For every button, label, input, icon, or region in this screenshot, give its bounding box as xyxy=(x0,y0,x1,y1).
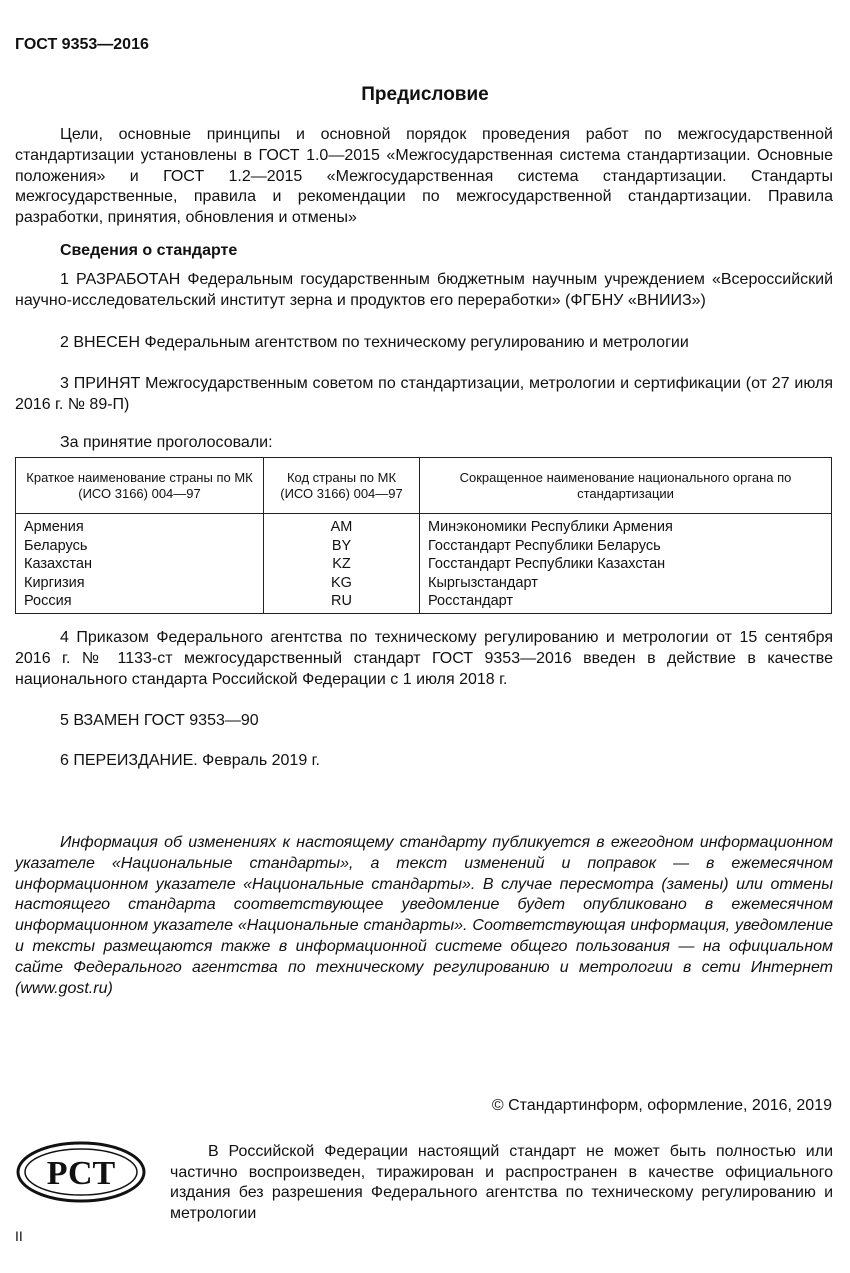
country-cell: Беларусь xyxy=(16,537,264,556)
intro-paragraph: Цели, основные принципы и основной порядок проведения работ по межгосударственной стандартизации установлены в ГОСТ 1.0—2015 «Межгосударственная система стандартизации. Основные положения» и ГОСТ 1.2—2015 «Межгосударственная система стандартизации. Стандарты межгосударственные, правила и рекомендации по межгосударственной стандартизации. Правила разработки, принятия, обновления и отмены» xyxy=(15,126,833,227)
authority-cell: Минэкономики Республики Армения xyxy=(420,514,832,537)
vote-caption: За принятие проголосовали: xyxy=(60,434,273,451)
changes-notice: Информация об изменениях к настоящему стандарту публикуется в ежегодном информационном указателе «Национальные стандарты», а текст изменений и поправок — в ежемесячном информационном указателе «Национальные стандарты». В случае пересмотра (замены) или отмены настоящего стандарта соответствующее уведомление будет опубликовано в ежемесячном информационном указателе «Национальные стандарты». Соответствующая информация, уведомление и тексты размещаются также в информационной системе общего пользования — на официальном сайте Федерального агентства по техническому регулированию и метрологии в сети Интернет (www.gost.ru) xyxy=(15,834,833,997)
authority-cell: Росстандарт xyxy=(420,592,832,613)
code-cell: AM xyxy=(264,514,420,537)
code-cell: KG xyxy=(264,574,420,593)
code-cell: RU xyxy=(264,592,420,613)
document-code: ГОСТ 9353—2016 xyxy=(15,36,149,53)
item-4-order: 4 Приказом Федерального агентства по техническому регулированию и метрологии от 15 сентября 2016 г. № 1133-ст межгосударственный стандарт ГОСТ 9353—2016 введен в действие в качестве национального стандарта Российской Федерации с 1 июля 2018 г. xyxy=(15,629,833,688)
table-header-row xyxy=(16,458,832,514)
table-row xyxy=(16,514,832,537)
table-row xyxy=(16,555,832,574)
item-3-adopted: 3 ПРИНЯТ Межгосударственным советом по стандартизации, метрологии и сертификации (от 27 июля 2016 г. № 89-П) xyxy=(15,375,833,413)
pct-logo xyxy=(15,1140,147,1209)
pct-certification-mark-icon xyxy=(15,1140,147,1204)
copyright-line: © Стандартинформ, оформление, 2016, 2019 xyxy=(491,1097,832,1114)
country-cell: Россия xyxy=(16,592,264,613)
authority-cell: Госстандарт Республики Казахстан xyxy=(420,555,832,574)
column-header-authority: Сокращенное наименование национального органа по стандартизации xyxy=(420,458,832,514)
authority-cell: Кыргызстандарт xyxy=(420,574,832,593)
code-cell: BY xyxy=(264,537,420,556)
voting-countries-table xyxy=(15,457,832,614)
table-row xyxy=(16,592,832,613)
table-row xyxy=(16,574,832,593)
standard-info-heading: Сведения о стандарте xyxy=(60,242,238,259)
rights-notice: В Российской Федерации настоящий стандарт не может быть полностью или частично воспроизведен, тиражирован и распространен в качестве официального издания без разрешения Федерального агентства по техническому регулированию и метрологии xyxy=(170,1143,833,1222)
item-2-submitted: 2 ВНЕСЕН Федеральным агентством по техническому регулированию и метрологии xyxy=(60,334,689,351)
column-header-code: Код страны по МК (ИСО 3166) 004—97 xyxy=(264,458,420,514)
code-cell: KZ xyxy=(264,555,420,574)
item-1-developed: 1 РАЗРАБОТАН Федеральным государственным бюджетным научным учреждением «Всероссийский научно-исследовательский институт зерна и продуктов его переработки» (ФГБНУ «ВНИИЗ») xyxy=(15,271,833,309)
table-row xyxy=(16,537,832,556)
logo-lettering: РСТ xyxy=(46,1155,116,1192)
authority-cell: Госстандарт Республики Беларусь xyxy=(420,537,832,556)
item-6-reissue: 6 ПЕРЕИЗДАНИЕ. Февраль 2019 г. xyxy=(60,752,320,769)
item-5-replaces: 5 ВЗАМЕН ГОСТ 9353—90 xyxy=(60,712,259,729)
country-cell: Казахстан xyxy=(16,555,264,574)
country-cell: Армения xyxy=(16,514,264,537)
column-header-country: Краткое наименование страны по МК (ИСО 3166) 004—97 xyxy=(16,458,264,514)
page-number: II xyxy=(15,1228,23,1244)
country-cell: Киргизия xyxy=(16,574,264,593)
page-title: Предисловие xyxy=(361,84,489,105)
